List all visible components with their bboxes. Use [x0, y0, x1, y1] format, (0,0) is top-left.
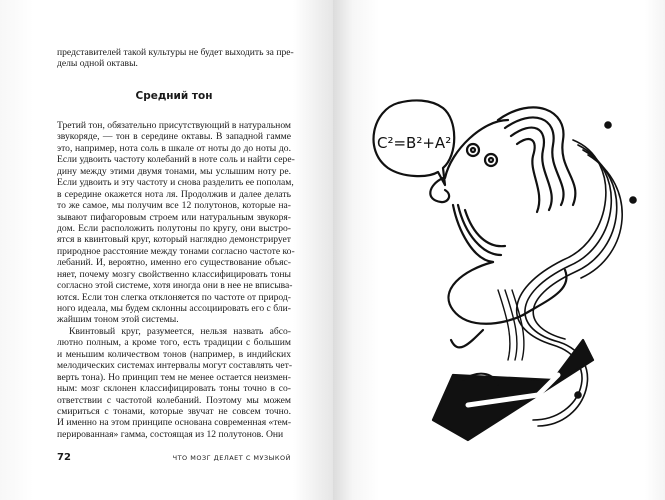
text-line: ятся в квинтовый круг, который наглядно демонстрирует — [57, 234, 291, 246]
text-line: представителей такой культуры не будет выходить за пре- — [57, 47, 294, 58]
text-line: ются. Если тон слегка отклоняется по частоте от природ- — [57, 291, 291, 303]
speech-bubble — [374, 100, 455, 185]
text-line: Третий тон, обязательно присутствующий в натуральном — [57, 120, 291, 131]
text-line: Если удвоить частоту колебаний в ноте соль и найти сере- — [57, 154, 295, 166]
text-line: согласно этой системе, хотя иногда они в нее не вписыва- — [57, 280, 293, 292]
triangle-instrument — [433, 340, 593, 440]
text-line: смириться с тонами, которые звучат не совсем точно. — [57, 405, 291, 417]
text-line: природное расстояние между тонами согласно частоте ко- — [57, 245, 295, 257]
page-number: 72 — [57, 452, 71, 463]
text-line: ответствии с частотой колебаний. Поэтому мы можем — [57, 394, 291, 406]
text-line: звукоряде, — тон в середине октавы. В западной гамме — [57, 131, 291, 143]
intro-text — [57, 47, 294, 70]
text-line: и меньшим количеством тонов (например, в индийских — [57, 348, 291, 360]
section-heading: Средний тон — [135, 90, 213, 102]
text-line: Квинтовый круг, разумеется, нельзя назвать абсо- — [69, 325, 291, 337]
bubble-formula: C²=B²+A² — [377, 134, 452, 152]
text-line: то же самое, мы получим все 12 полутонов, которые на- — [57, 200, 291, 212]
figure-head — [430, 107, 575, 262]
text-line: перированная» гамма, состоящая из 12 полутонов. Они — [57, 428, 284, 440]
text-line: лебаний. И, вероятно, именно его существование объяс- — [57, 257, 291, 269]
text-line: ного идеала, мы будем склонны ассоциировать его с бли- — [57, 303, 291, 314]
text-line: в середине окажется нота ля. Продолжив и далее делать — [57, 188, 291, 200]
text-line: Если удвоить и эту частоту и снова разделить ее пополам, — [57, 177, 294, 189]
text-line: лютно полным, а кроме того, есть традиции с большим — [57, 337, 291, 349]
text-line: И именно на этом принципе основана современная «тем- — [57, 417, 292, 429]
text-line: делы одной октавы. — [57, 58, 138, 70]
running-head: ЧТО МОЗГ ДЕЛАЕТ С МУЗЫКОЙ — [172, 454, 291, 462]
right-page — [333, 0, 665, 500]
text-line: зывают пифагоровым строем или натуральным звукоря- — [57, 211, 291, 223]
body-text — [57, 120, 295, 440]
text-line: дину между этими двумя тонами, мы услышим ноту ре. — [57, 165, 291, 177]
text-line: дом. Если расположить полутоны по кругу, они выстро- — [57, 222, 291, 234]
text-line: это, например, нота соль в шкале от ноты до до ноты до. — [57, 142, 291, 154]
text-line: няет, почему мозгу свойственно классифицировать тоны — [57, 268, 291, 280]
text-line: ным: мозг склонен классифицировать тоны точно в со- — [57, 383, 291, 395]
text-line: жайшим тоном этой системы. — [57, 314, 179, 326]
pythagoras-illustration — [333, 0, 665, 500]
text-line: верть тона). Но принцип тем не менее остается неизмен- — [57, 371, 291, 383]
text-line: мелодических системах интервалы могут составлять чет- — [57, 360, 293, 372]
